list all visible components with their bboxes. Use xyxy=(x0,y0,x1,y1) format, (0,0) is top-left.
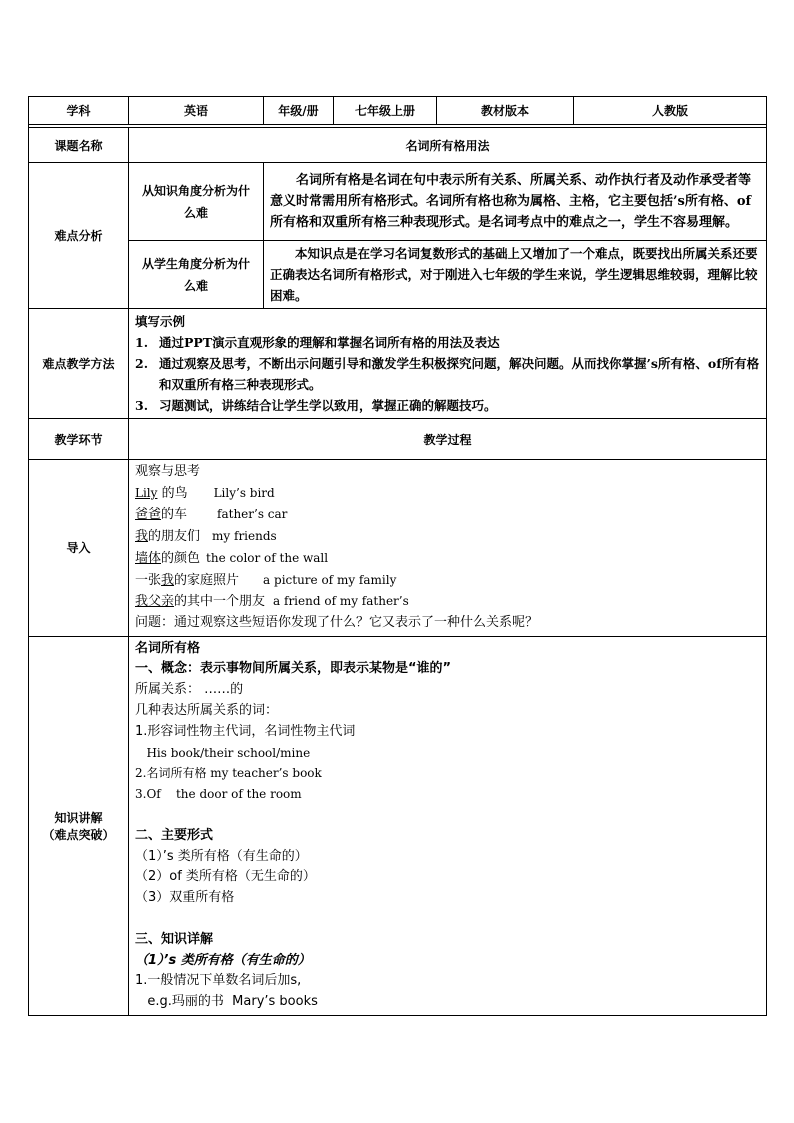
relation-text: 所属关系： ……的 xyxy=(135,682,244,698)
phrase-row: 墙体的颜色 the color of the wall xyxy=(135,550,329,566)
stage-label: 教学环节 xyxy=(29,419,129,460)
phrase-row: 爸爸的车 father’s car xyxy=(135,507,288,523)
knowledge-label: 知识讲解 xyxy=(54,810,103,825)
difficulty-label: 难点分析 xyxy=(29,163,129,309)
detail-line: 1.一般情况下单数名词后加s, xyxy=(135,973,302,989)
form-item: （2）of 类所有格（无生命的） xyxy=(135,869,316,885)
detail-title: 三、知识详解 xyxy=(135,931,214,947)
student-angle-text: 本知识点是在学习名词复数形式的基础上又增加了一个难点，既要找出所属关系还要正确表达名词所有格形式，对于刚进入七年级的学生来说，学生逻辑思维较弱，理解比较困难。 xyxy=(270,246,758,303)
subject-label: 学科 xyxy=(29,97,129,125)
intro-question: 问题：通过观察这些短语你发现了什么？它又表示了一种什么关系呢？ xyxy=(135,614,539,630)
detail-line: e.g.玛丽的书 Mary’s books xyxy=(135,994,318,1010)
topic-label: 课题名称 xyxy=(29,128,129,163)
intro-row xyxy=(29,460,767,637)
topic-row xyxy=(29,128,767,163)
intro-label: 导入 xyxy=(29,460,129,637)
ways-title: 几种表达所属关系的词： xyxy=(135,703,279,719)
method-label: 难点教学方法 xyxy=(29,309,129,419)
concept-title: 一、概念：表示事物间所属关系，即表示某物是“谁的” xyxy=(135,661,452,677)
knowledge-label-sub: （难点突破） xyxy=(42,827,115,842)
intro-title: 观察与思考 xyxy=(135,464,201,479)
phrase-row: 一张我的家庭照片 a picture of my family xyxy=(135,572,397,588)
header-row xyxy=(29,97,767,125)
form-item: （1）’s 类所有格（有生命的） xyxy=(135,848,308,864)
process-header-row xyxy=(29,419,767,460)
method-item: 2. 通过观察及思考，不断出示问题引导和激发学生积极探究问题，解决问题。从而找你掌握’s所有格、of所有格和双重所有格三种表现形式。 xyxy=(135,356,760,392)
method-intro: 填写示例 xyxy=(135,314,186,329)
knowledge-row xyxy=(29,636,767,1015)
student-angle-label: 从学生角度分析为什么难 xyxy=(129,241,264,309)
way-item: 3.Of the door of the room xyxy=(135,787,302,802)
way-item: His book/their school/mine xyxy=(135,745,311,760)
difficulty-student-row xyxy=(29,241,767,309)
knowledge-title: 名词所有格 xyxy=(135,640,201,656)
grade-label: 年级/册 xyxy=(264,97,334,125)
topic-value: 名词所有格用法 xyxy=(129,128,767,163)
difficulty-knowledge-row xyxy=(29,163,767,241)
phrase-row: Lily 的鸟 Lily’s bird xyxy=(135,485,275,501)
lesson-plan-table xyxy=(28,96,767,1016)
detail-subtitle: （1）’s 类所有格（有生命的） xyxy=(135,952,311,968)
lesson-plan-page xyxy=(28,96,766,1016)
way-item: 2.名词所有格 my teacher’s book xyxy=(135,766,322,781)
forms-title: 二、主要形式 xyxy=(135,827,214,843)
phrase-row: 我父亲的其中一个朋友 a friend of my father’s xyxy=(135,594,409,610)
process-label: 教学过程 xyxy=(129,419,767,460)
edition-value: 人教版 xyxy=(574,97,767,125)
form-item: （3）双重所有格 xyxy=(135,890,235,906)
subject-value: 英语 xyxy=(129,97,264,125)
method-item: 1. 通过PPT演示直观形象的理解和掌握名词所有格的用法及表达 xyxy=(135,335,500,350)
method-row xyxy=(29,309,767,419)
phrase-row: 我的朋友们 my friends xyxy=(135,529,277,545)
method-item: 3. 习题测试，讲练结合让学生学以致用，掌握正确的解题技巧。 xyxy=(135,398,497,413)
knowledge-angle-text: 名词所有格是名词在句中表示所有关系、所属关系、动作执行者及动作承受者等意义时常需用所有格形式。名词所有格也称为属格、主格，它主要包括’s所有格、of所有格和双重所有格三种表现形式。是名词考点中的难点之一，学生不容易理解。 xyxy=(270,173,752,230)
way-item: 1.形容词性物主代词，名词性物主代词 xyxy=(135,723,356,739)
edition-label: 教材版本 xyxy=(437,97,574,125)
grade-value: 七年级上册 xyxy=(334,97,437,125)
knowledge-angle-label: 从知识角度分析为什么难 xyxy=(129,163,264,241)
